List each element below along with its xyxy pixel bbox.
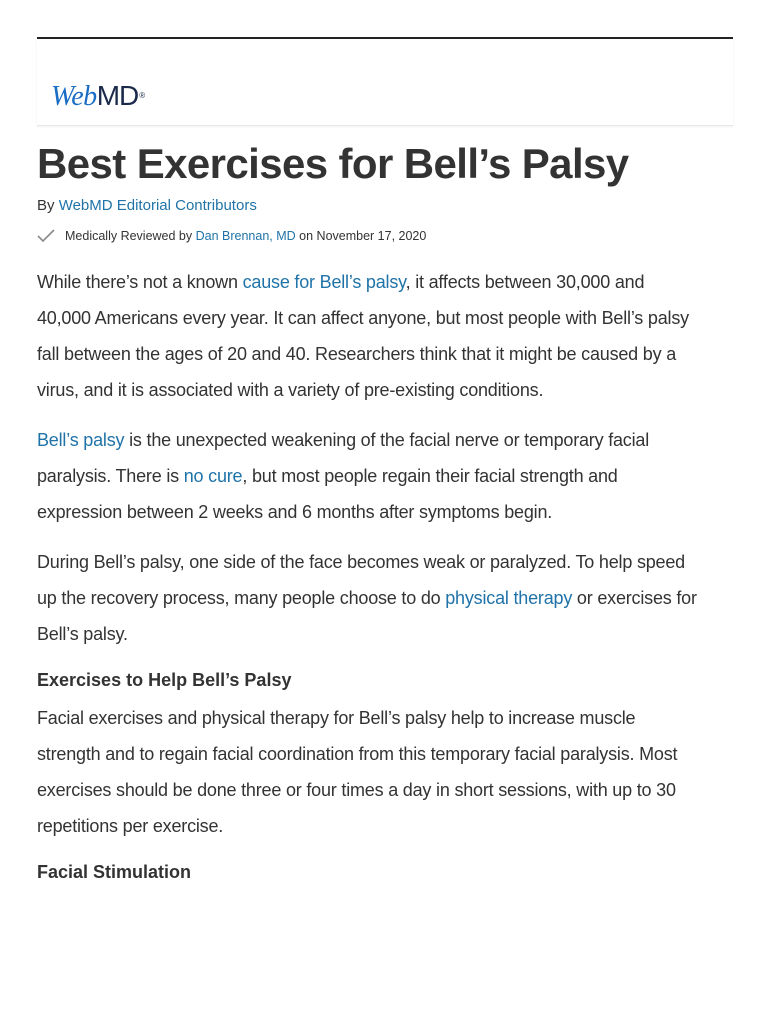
review-date: on November 17, 2020 [299, 229, 427, 243]
logo-md-text: MD [96, 80, 139, 111]
paragraph-intro [37, 264, 697, 408]
logo-web-text: Web [51, 81, 97, 112]
paragraph-text: is the unexpected weakening of the facial nerve or temporary facial paralysis. There is [37, 430, 650, 486]
paragraph-text: During Bell’s palsy, one side of the face becomes weak or paralyzed. To help speed up the recovery process, many people choose to do [37, 552, 685, 608]
link-no-cure[interactable]: no cure [183, 466, 243, 486]
link-bells-palsy[interactable]: Bell’s palsy [37, 430, 125, 450]
link-cause-bells-palsy[interactable]: cause for Bell’s palsy [242, 272, 406, 292]
author-link[interactable]: WebMD Editorial Contributors [58, 197, 257, 214]
paragraph-definition [37, 422, 697, 530]
reviewed-prefix: Medically Reviewed by [65, 229, 193, 243]
paragraph-text: , it affects between 30,000 and 40,000 Americans every year. It can affect anyone, but most people with Bell’s palsy fall between the ages of 20 and 40. Researchers think that it might be caused by a virus, and it is associated with a variety of pre-existing conditions. [37, 272, 689, 400]
section-heading-facial-stimulation: Facial Stimulation [37, 862, 192, 882]
site-header [37, 39, 733, 126]
article [37, 128, 697, 886]
article-title: Best Exercises for Bell’s Palsy [37, 140, 629, 187]
paragraph-text: , but most people regain their facial strength and expression between 2 weeks and 6 months after symptoms begin. [37, 466, 618, 522]
section-heading-exercises: Exercises to Help Bell’s Palsy [37, 670, 292, 690]
paragraph-text: While there’s not a known [37, 272, 243, 292]
byline-prefix: By [37, 197, 55, 214]
byline [37, 196, 697, 216]
webmd-logo[interactable] [51, 81, 145, 112]
paragraph-exercises: Facial exercises and physical therapy for Bell’s palsy help to increase muscle strength and to regain facial coordination from this temporary facial paralysis. Most exercises should be done three or four times a day in short sessions, with up to 30 repetitions per exercise. [37, 708, 678, 836]
logo-registered-mark: ® [139, 91, 145, 100]
medical-review-line [37, 227, 697, 245]
reviewer-link[interactable]: Dan Brennan, MD [195, 229, 296, 243]
checkmark-icon [37, 229, 55, 243]
link-physical-therapy[interactable]: physical therapy [445, 588, 573, 608]
paragraph-text: or exercises for Bell’s palsy. [37, 588, 697, 644]
paragraph-recovery [37, 544, 697, 652]
